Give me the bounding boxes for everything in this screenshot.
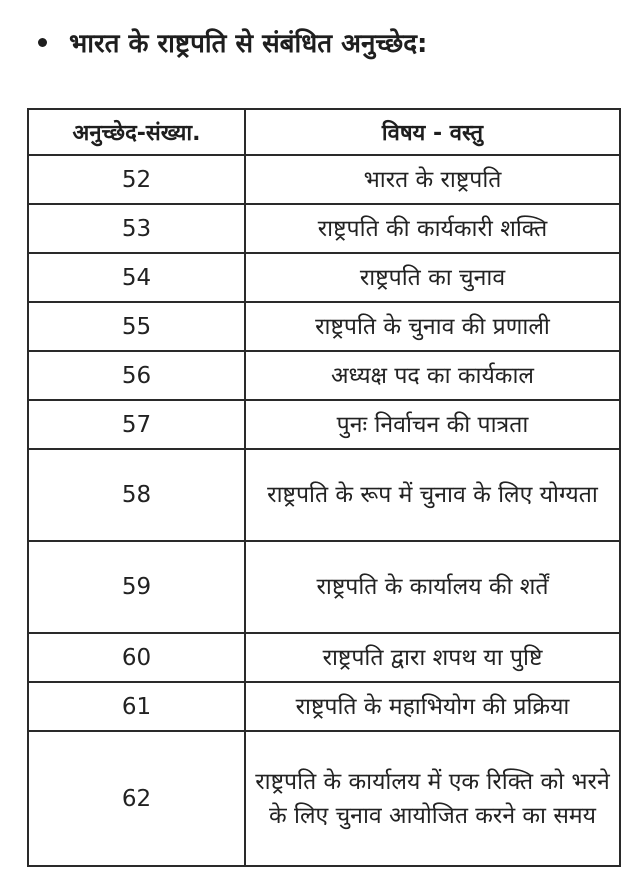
article-subject: राष्ट्रपति के रूप में चुनाव के लिए योग्यता [245, 449, 620, 541]
table-row [28, 204, 620, 253]
article-number: 54 [28, 253, 245, 302]
table-row [28, 731, 620, 866]
article-subject: राष्ट्रपति के कार्यालय की शर्तें [245, 541, 620, 633]
article-subject: राष्ट्रपति का चुनाव [245, 253, 620, 302]
article-subject: राष्ट्रपति के महाभियोग की प्रक्रिया [245, 682, 620, 731]
article-number: 58 [28, 449, 245, 541]
article-subject: राष्ट्रपति द्वारा शपथ या पुष्टि [245, 633, 620, 682]
article-subject: राष्ट्रपति की कार्यकारी शक्ति [245, 204, 620, 253]
bullet-icon [38, 38, 47, 47]
table-row [28, 633, 620, 682]
article-subject: अध्यक्ष पद का कार्यकाल [245, 351, 620, 400]
table-row [28, 302, 620, 351]
column-header-article-number: अनुच्छेद-संख्या. [28, 109, 245, 155]
articles-table [27, 108, 621, 867]
article-subject: भारत के राष्ट्रपति [245, 155, 620, 204]
article-number: 60 [28, 633, 245, 682]
article-subject: पुनः निर्वाचन की पात्रता [245, 400, 620, 449]
article-number: 62 [28, 731, 245, 866]
table-header-row [28, 109, 620, 155]
article-number: 52 [28, 155, 245, 204]
table-row [28, 253, 620, 302]
table-row [28, 155, 620, 204]
article-subject: राष्ट्रपति के कार्यालय में एक रिक्ति को भरने के लिए चुनाव आयोजित करने का समय [245, 731, 620, 866]
article-number: 53 [28, 204, 245, 253]
section-heading [38, 22, 618, 62]
article-number: 57 [28, 400, 245, 449]
table-row [28, 400, 620, 449]
article-subject: राष्ट्रपति के चुनाव की प्रणाली [245, 302, 620, 351]
article-number: 55 [28, 302, 245, 351]
article-number: 59 [28, 541, 245, 633]
article-number: 61 [28, 682, 245, 731]
table-row [28, 351, 620, 400]
column-header-subject: विषय - वस्तु [245, 109, 620, 155]
table-row [28, 541, 620, 633]
article-number: 56 [28, 351, 245, 400]
table-row [28, 682, 620, 731]
table-row [28, 449, 620, 541]
section-heading-text: भारत के राष्ट्रपति से संबंधित अनुच्छेद: [69, 29, 428, 59]
